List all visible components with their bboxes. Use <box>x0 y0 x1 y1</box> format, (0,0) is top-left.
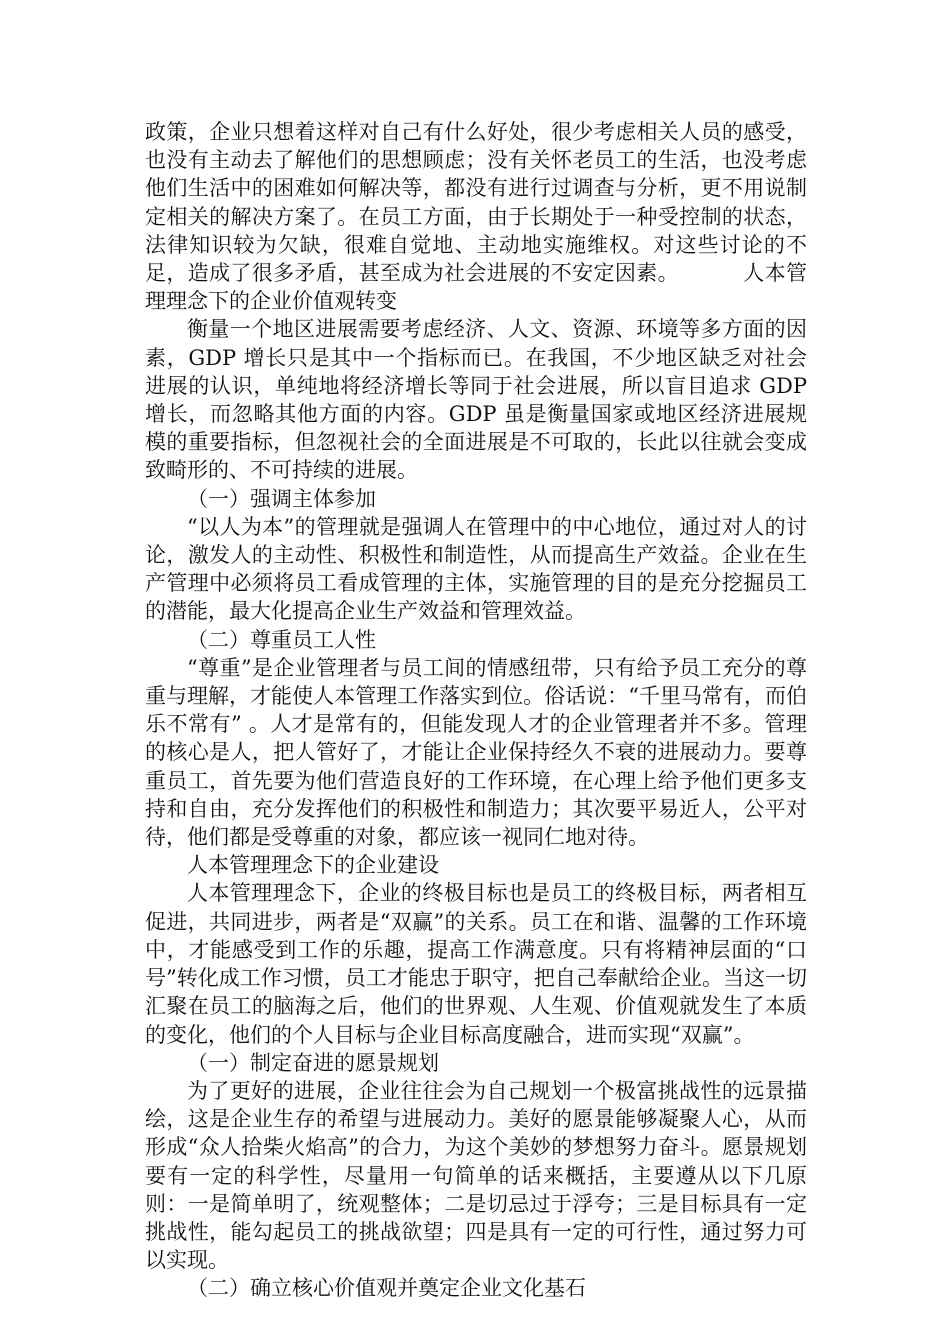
section-heading-values: 人本管理理念下的企业价值观转变 <box>145 261 808 314</box>
section-heading-construction: 人本管理理念下的企业建设 <box>187 853 439 878</box>
paragraph-policy-issues <box>145 118 807 315</box>
paragraph-text: 政策，企业只想着这样对自己有什么好处，很少考虑相关人员的感受，也没有主动去了解他们的思想顾虑；没有关怀老员工的生活，也没考虑他们生活中的困难如何解决等，都没有进行过调查与分析，更不用说制定相关的解决方案了。在员工方面，由于长期处于一种受控制的状态，法律知识较为欠缺，很难自觉地、主动地实施维权。对这些讨论的不足，造成了很多矛盾，甚至成为社会进展的不安定因素。 <box>145 120 807 286</box>
subheading-subject-participation: （一）强调主体参加 <box>187 486 376 511</box>
subheading-respect-employees: （二）尊重员工人性 <box>187 627 376 652</box>
paragraph-respect: “尊重”是企业管理者与员工间的情感纽带，只有给予员工充分的尊重与理解，才能使人本管理工作落实到位。俗话说：“千里马常有，而伯乐不常有” 。人才是常有的，但能发现人才的企业管理者并不多。管理的核心是人，把人管好了，才能让企业保持经久不衰的进展动力。要尊重员工，首先要为他们营造良好的工作环境，在心理上给予他们更多支持和自由，充分发挥他们的积极性和制造力；其次要平易近人，公平对待，他们都是受尊重的对象，都应该一视同仁地对待。 <box>145 655 807 850</box>
subheading-core-values: （二）确立核心价值观并奠定企业文化基石 <box>187 1276 586 1301</box>
subheading-vision-planning: （一）制定奋进的愿景规划 <box>187 1050 439 1075</box>
paragraph-win-win: 人本管理理念下，企业的终极目标也是员工的终极目标，两者相互促进，共同进步，两者是“双赢”的关系。员工在和谐、温馨的工作环境中，才能感受到工作的乐趣，提高工作满意度。只有将精神层面的“口号”转化成工作习惯，员工才能忠于职守，把自己奉献给企业。当这一切汇聚在员工的脑海之后，他们的世界观、人生观、价值观就发生了本质的变化，他们的个人目标与企业目标高度融合，进而实现“双赢”。 <box>145 881 807 1047</box>
paragraph-gdp: 衡量一个地区进展需要考虑经济、人文、资源、环境等多方面的因素，GDP 增长只是其中一个指标而已。在我国，不少地区缺乏对社会进展的认识，单纯地将经济增长等同于社会进展，所以盲目追求 GDP 增长，而忽略其他方面的内容。GDP 虽是衡量国家或地区经济进展规模的重要指标，但忽视社会的全面进展是不可取的，长此以往就会变成致畸形的、不可持续的进展。 <box>145 317 807 483</box>
paragraph-people-oriented: “以人为本”的管理就是强调人在管理中的中心地位，通过对人的讨论，激发人的主动性、积极性和制造性，从而提高生产效益。企业在生产管理中必须将员工看成管理的主体，实施管理的目的是充分挖掘员工的潜能，最大化提高企业生产效益和管理效益。 <box>145 514 807 624</box>
paragraph-vision: 为了更好的进展，企业往往会为自己规划一个极富挑战性的远景描绘，这是企业生存的希望与进展动力。美好的愿景能够凝聚人心，从而形成“众人拾柴火焰高”的合力，为这个美妙的梦想努力奋斗。愿景规划要有一定的科学性，尽量用一句简单的话来概括，主要遵从以下几原则：一是简单明了，统观整体；二是切忌过于浮夸；三是目标具有一定挑战性，能勾起员工的挑战欲望；四是具有一定的可行性，通过努力可以实现。 <box>145 1078 807 1273</box>
document-body <box>145 118 807 1303</box>
